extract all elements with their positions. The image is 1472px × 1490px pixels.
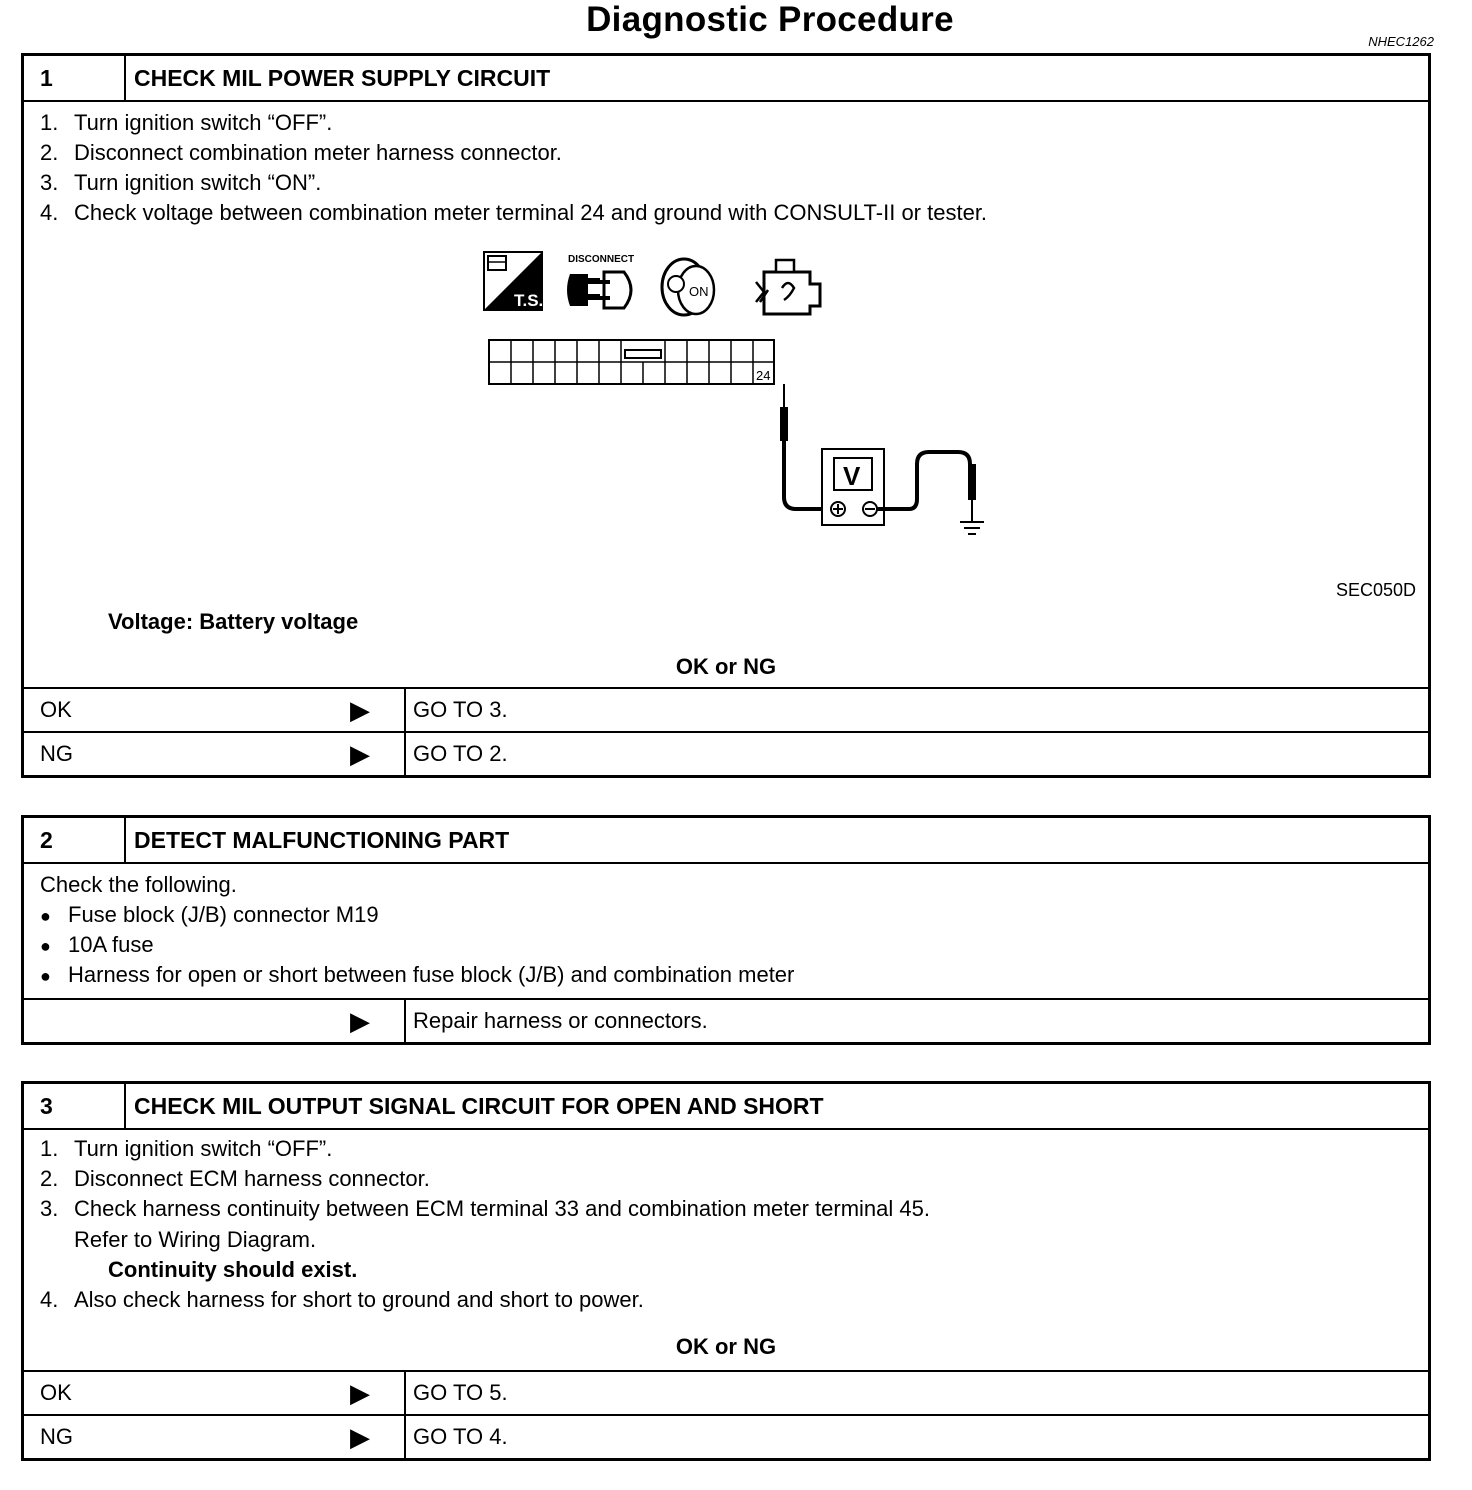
arrow-icon: ▶ bbox=[350, 1422, 370, 1452]
ts-icon-label: T.S. bbox=[514, 291, 544, 310]
result-action: Repair harness or connectors. bbox=[413, 1008, 708, 1033]
voltmeter-label: V bbox=[843, 461, 861, 491]
terminal-24-label: 24 bbox=[756, 368, 771, 383]
engine-icon bbox=[756, 260, 820, 314]
page-title: Diagnostic Procedure bbox=[586, 0, 954, 39]
step-2-number: 2 bbox=[24, 818, 126, 862]
step-2-bullet-3: ● Harness for open or short between fuse block (J/B) and combination meter bbox=[40, 960, 794, 991]
step-2-block bbox=[21, 815, 1431, 1045]
voltmeter-icon bbox=[822, 449, 884, 525]
step-1-spec: Voltage: Battery voltage bbox=[108, 609, 359, 634]
step-3-header bbox=[24, 1084, 1428, 1130]
figure-code: SEC050D bbox=[1335, 580, 1416, 600]
step-1-block bbox=[21, 53, 1431, 778]
bullet-icon: ● bbox=[40, 936, 51, 956]
step-1-header bbox=[24, 56, 1428, 102]
result-label: NG bbox=[40, 741, 73, 766]
ignition-on-label: ON bbox=[689, 284, 709, 299]
step-3-number: 3 bbox=[24, 1084, 126, 1128]
disconnect-icon bbox=[567, 254, 634, 308]
step-1-result-ng bbox=[24, 731, 1428, 775]
step-2-body bbox=[24, 864, 1428, 1000]
step-3-block bbox=[21, 1081, 1431, 1461]
step-2-result bbox=[24, 1000, 1428, 1042]
step-1-question: OK or NG bbox=[675, 654, 777, 679]
ground-icon bbox=[960, 522, 984, 534]
step-1-item-3: 3. Turn ignition switch “ON”. bbox=[40, 170, 322, 195]
step-3-item-1: 1. Turn ignition switch “OFF”. bbox=[40, 1136, 333, 1161]
voltage-check-diagram bbox=[464, 242, 1024, 542]
step-1-result-ok bbox=[24, 689, 1428, 731]
combination-meter-connector bbox=[489, 340, 774, 384]
step-1-body bbox=[24, 102, 1428, 689]
step-3-title: CHECK MIL OUTPUT SIGNAL CIRCUIT FOR OPEN AND SHORT bbox=[134, 1093, 824, 1119]
step-1-item-4: 4. Check voltage between combination meter terminal 24 and ground with CONSULT-II or tester. bbox=[40, 200, 988, 225]
step-2-intro: Check the following. bbox=[40, 872, 237, 897]
ts-icon bbox=[484, 252, 543, 310]
step-3-result-ng bbox=[24, 1414, 1428, 1458]
step-2-title: DETECT MALFUNCTIONING PART bbox=[134, 827, 510, 853]
result-action: GO TO 5. bbox=[413, 1380, 508, 1405]
step-3-spec: Continuity should exist. bbox=[108, 1257, 358, 1282]
bullet-icon: ● bbox=[40, 966, 51, 986]
step-3-item-2: 2. Disconnect ECM harness connector. bbox=[40, 1166, 430, 1191]
result-label: OK bbox=[40, 697, 72, 722]
document-code: NHEC1262 bbox=[1368, 34, 1434, 49]
result-action: GO TO 2. bbox=[413, 741, 508, 766]
step-3-body bbox=[24, 1130, 1428, 1372]
arrow-icon: ▶ bbox=[350, 1378, 370, 1408]
step-3-item-3: 3. Check harness continuity between ECM terminal 33 and combination meter terminal 45. bbox=[40, 1196, 930, 1221]
result-action: GO TO 4. bbox=[413, 1424, 508, 1449]
arrow-icon: ▶ bbox=[350, 1006, 370, 1036]
step-1-item-2: 2. Disconnect combination meter harness connector. bbox=[40, 140, 562, 165]
ignition-on-icon bbox=[662, 259, 714, 315]
result-label: OK bbox=[40, 1380, 72, 1405]
step-3-item-3-note: Refer to Wiring Diagram. bbox=[74, 1227, 317, 1252]
bullet-icon: ● bbox=[40, 906, 51, 926]
disconnect-icon-label: DISCONNECT bbox=[568, 254, 635, 265]
step-2-bullet-2: ● 10A fuse bbox=[40, 930, 154, 961]
arrow-icon: ▶ bbox=[350, 695, 370, 725]
result-label: NG bbox=[40, 1424, 73, 1449]
step-3-question: OK or NG bbox=[675, 1334, 777, 1359]
step-1-item-1: 1. Turn ignition switch “OFF”. bbox=[40, 110, 333, 135]
step-1-title: CHECK MIL POWER SUPPLY CIRCUIT bbox=[134, 65, 551, 91]
step-2-bullet-1: ● Fuse block (J/B) connector M19 bbox=[40, 900, 379, 931]
step-3-result-ok bbox=[24, 1372, 1428, 1414]
arrow-icon: ▶ bbox=[350, 739, 370, 769]
step-1-number: 1 bbox=[24, 56, 126, 100]
ground-probe bbox=[877, 452, 976, 522]
step-2-header bbox=[24, 818, 1428, 864]
result-action: GO TO 3. bbox=[413, 697, 508, 722]
step-3-item-4: 4. Also check harness for short to ground and short to power. bbox=[40, 1287, 644, 1312]
